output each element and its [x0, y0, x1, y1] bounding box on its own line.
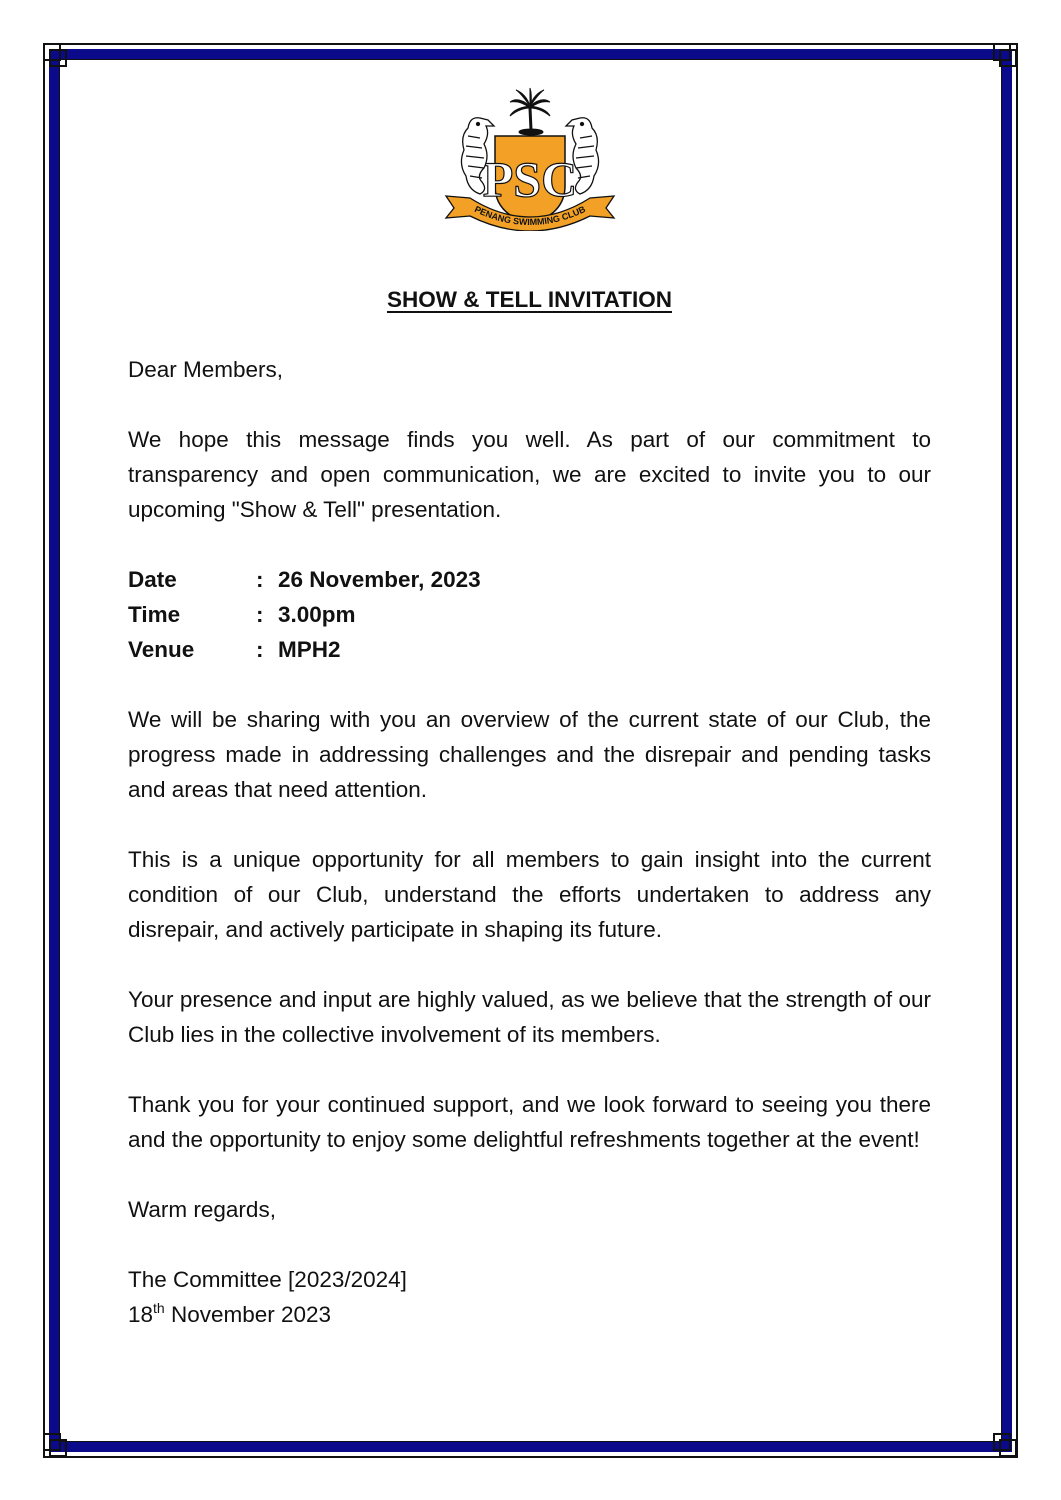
- detail-value: MPH2: [278, 637, 341, 662]
- club-logo: [440, 86, 620, 231]
- closing: Warm regards,: [128, 1197, 276, 1222]
- detail-row-time: [128, 597, 931, 632]
- letter-date-rest: November 2023: [164, 1302, 332, 1327]
- letter-date-day: 18: [128, 1302, 154, 1327]
- detail-separator: :: [256, 637, 264, 662]
- monogram: PSC: [482, 151, 578, 207]
- detail-label: Time: [128, 602, 181, 627]
- detail-row-venue: [128, 632, 931, 667]
- detail-row-date: [128, 562, 931, 597]
- palm-tree-icon: [510, 88, 550, 135]
- document-title: SHOW & TELL INVITATION: [387, 287, 672, 312]
- detail-separator: :: [256, 567, 264, 592]
- intro-paragraph: We hope this message finds you well. As part of our commitment to transparency and open communication, we are excited to invite you to our upcoming "Show & Tell" presentation.: [128, 427, 931, 522]
- letter-date-suffix: th: [153, 1300, 165, 1316]
- detail-label: Date: [128, 567, 177, 592]
- body-paragraph: We will be sharing with you an overview of the current state of our Club, the progress made in addressing challenges and the disrepair and pending tasks and areas that need attention.: [128, 707, 931, 802]
- detail-value: 26 November, 2023: [278, 567, 481, 592]
- body-paragraph: Thank you for your continued support, and we look forward to seeing you there and the opportunity to enjoy some delightful refreshments together at the event!: [128, 1092, 931, 1152]
- signature-block: [128, 1192, 931, 1332]
- body-paragraph: This is a unique opportunity for all members to gain insight into the current condition of our Club, understand the efforts undertaken to address any disrepair, and actively participate in shaping its future.: [128, 847, 931, 942]
- banner-text: PENANG SWIMMING CLUB: [473, 204, 587, 228]
- corner-ornament-bottom-left: [40, 1430, 70, 1460]
- detail-label: Venue: [128, 637, 195, 662]
- corner-ornament-top-left: [40, 40, 70, 70]
- body-paragraph: Your presence and input are highly valued, as we believe that the strength of our Club lies in the collective involvement of its members.: [128, 987, 931, 1047]
- corner-ornament-bottom-right: [990, 1430, 1020, 1460]
- signatory: The Committee [2023/2024]: [128, 1267, 407, 1292]
- corner-ornament-top-right: [990, 40, 1020, 70]
- event-details: [128, 562, 931, 667]
- letter-date: [128, 1297, 931, 1332]
- detail-separator: :: [256, 602, 264, 627]
- detail-value: 3.00pm: [278, 602, 356, 627]
- letter-body: [128, 282, 931, 1332]
- greeting: Dear Members,: [128, 357, 284, 382]
